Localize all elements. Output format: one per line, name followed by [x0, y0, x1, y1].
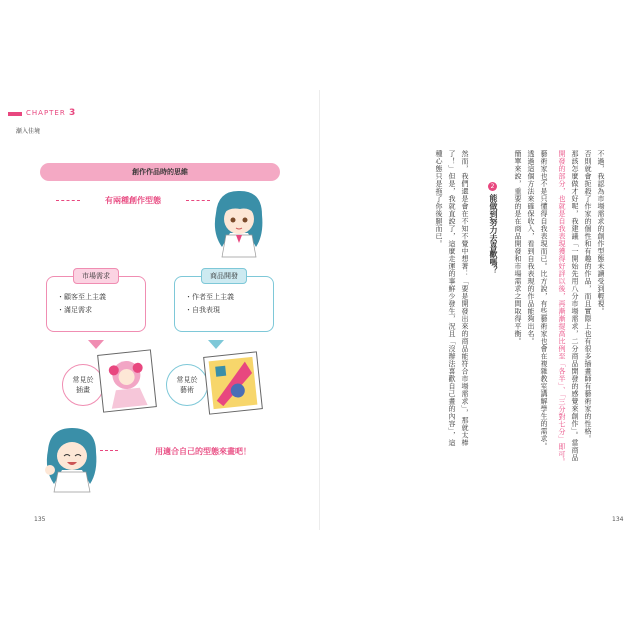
text-column: 透過這個方法來確保收入，看到自我表現的作品能夠出名。 [527, 150, 535, 345]
text-column: 種心態只是拖了你後腿而已。 [435, 150, 443, 248]
text-column: 然而，我們還是會在不知不覺中想著：「要是開發出來的商品能符合市場需求」，那就太棒 [461, 150, 469, 447]
page-number-left: 135 [34, 516, 46, 523]
character-illustration-top [208, 185, 268, 260]
text-column: 那該怎麼做才好呢，我建議「一開始先用八分市場需求，二分商品開發的感覺來創作」。當商品 [571, 150, 579, 462]
chapter-label: CHAPTER 3 [26, 108, 77, 118]
page-number-right: 134 [612, 516, 624, 523]
chapter-marker [8, 112, 22, 116]
market-item: ・ 顧客至上主義 [57, 291, 139, 304]
closing-text: 用適合自己的型態來畫吧！ [155, 447, 251, 456]
text-column: 否則就會扼殺了作家的個性和有趣的作品，而且實際上也有很多插畫師有藝術家的性格。 [584, 150, 592, 443]
product-development-box [174, 272, 274, 332]
product-development-tag: 商品開發 [201, 268, 247, 284]
left-page [8, 90, 320, 530]
heading-dash-right [186, 200, 210, 201]
abstract-art-image [204, 352, 262, 413]
text-column: 簡單來說，重要的是在商品開發和市場需求之間取得平衡。 [514, 150, 522, 345]
illustration-frame [97, 349, 157, 412]
text-column: 藝術家也不是只懂得自我表現而已。比方說，有些藝術家也會在複雜教室講解學生的需求。 [540, 150, 548, 450]
bubble-illustration: 常見於 插畫 [62, 364, 104, 406]
product-item: ・ 作者至上主義 [185, 291, 267, 304]
character-illustration-bottom [42, 424, 102, 494]
arrow-down-pink [88, 340, 104, 349]
chapter-number: 3 [68, 108, 77, 118]
text-column-highlight: 開發的部分，也就是自我表現獲得好評以後，再漸漸提高比例至「各半」、「三分對七分」即可。 [558, 150, 566, 466]
right-page [320, 90, 632, 530]
bubble-art: 常見於 藝術 [166, 364, 208, 406]
market-demand-box [46, 272, 146, 332]
text-column: 了！」但是，我就直說了，這麼走運的事鮮少發生，況且「沒辦法喜歡自己畫的內容」，這 [448, 150, 456, 447]
closing-dash-left [100, 450, 118, 451]
text-column: 不過，我認為市場需求的創作型態未讀受到輕視。 [597, 150, 605, 315]
two-types-heading: 有兩種創作型態 [105, 196, 161, 205]
art-frame [203, 351, 263, 414]
section-number-badge: 2 [488, 182, 497, 191]
market-demand-tag: 市場需求 [73, 268, 119, 284]
product-item: ・ 自我表現 [185, 304, 267, 317]
market-item: ・ 滿足需求 [57, 304, 139, 317]
banner-title: 創作作品時的思維 [40, 163, 280, 181]
arrow-down-blue [208, 340, 224, 349]
book-spread [8, 90, 632, 530]
chapter-subtitle: 漸入佳境 [16, 128, 41, 135]
anime-girl-image [98, 350, 156, 411]
section-heading: 能做到努力去喜歡嗎？ [489, 194, 498, 274]
heading-dash-left [56, 200, 80, 201]
